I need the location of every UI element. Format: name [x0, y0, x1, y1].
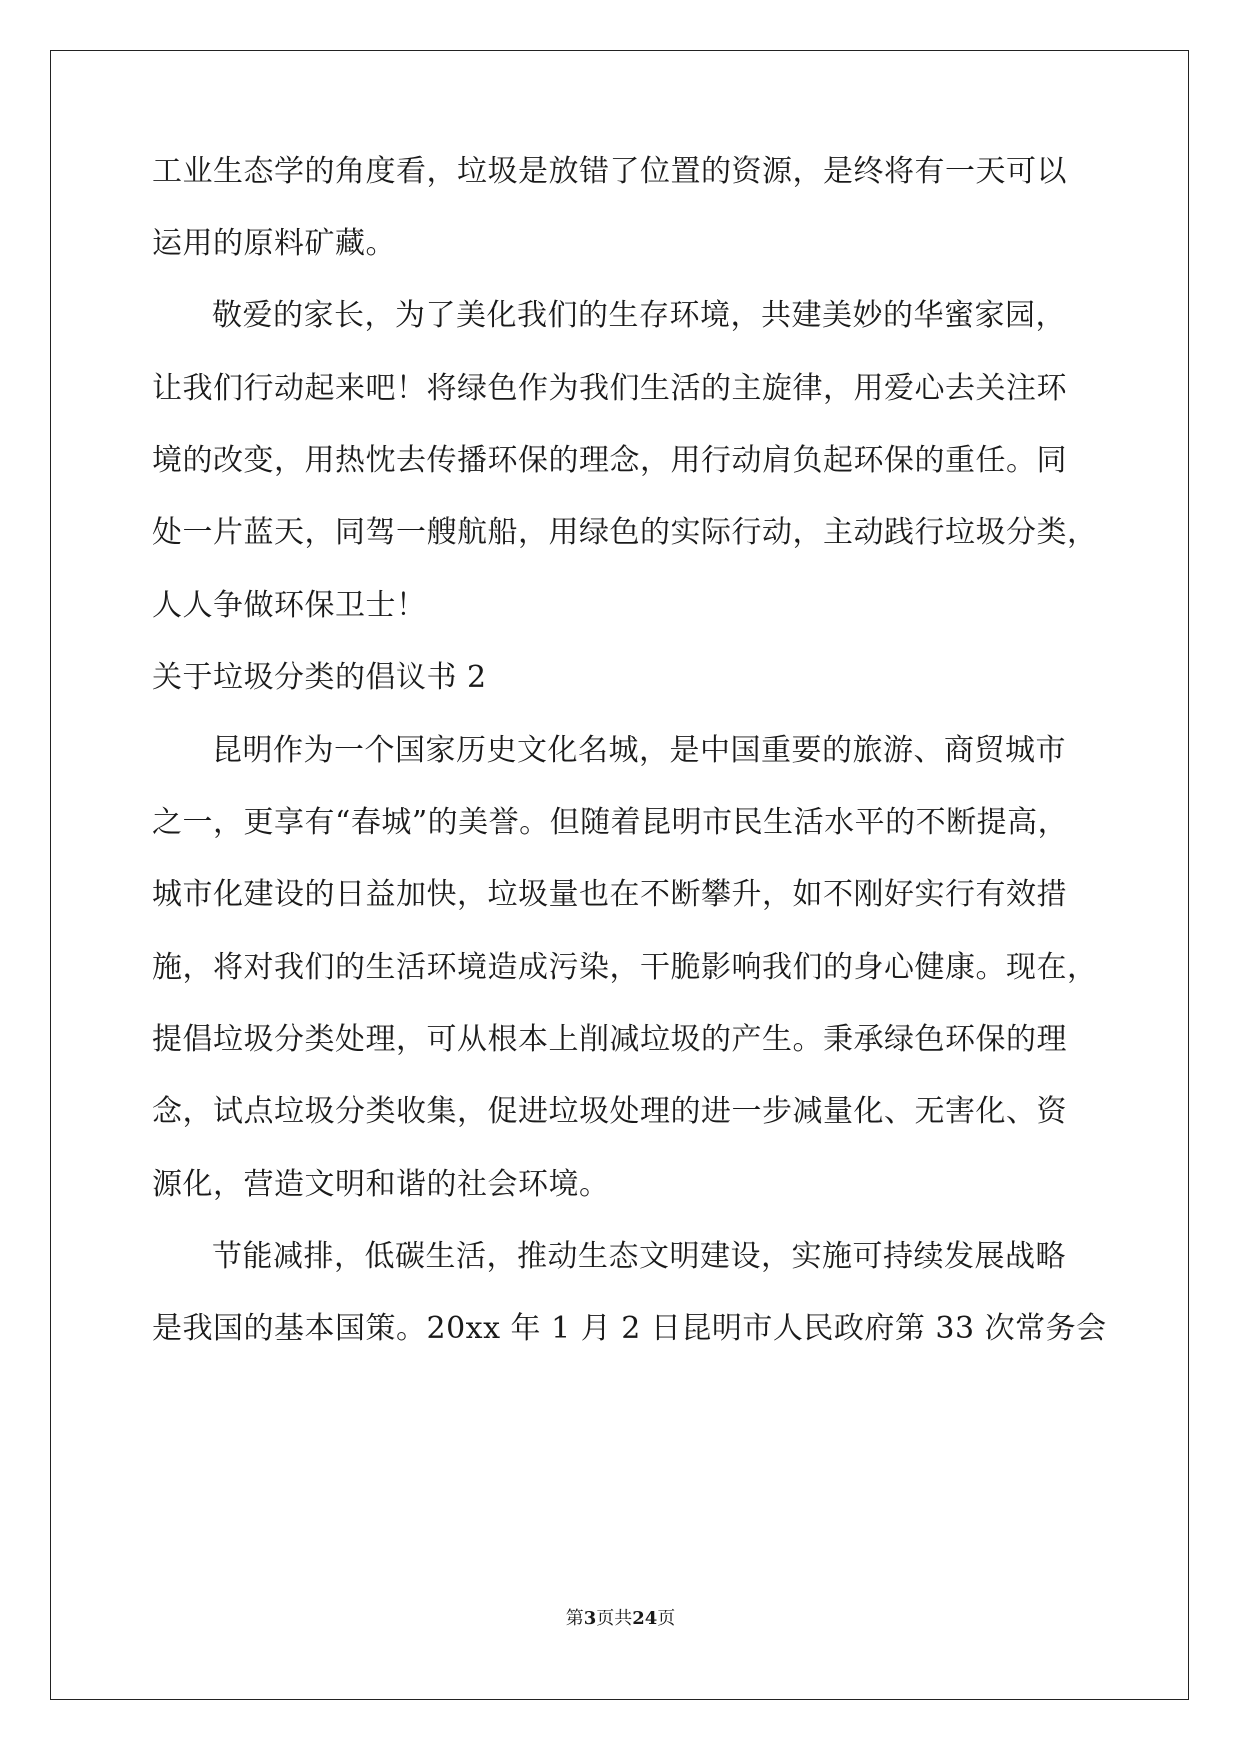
text-line: 是我国的基本国策。20xx 年 1 月 2 日昆明市人民政府第 33 次常务会 — [152, 1311, 1107, 1346]
current-page-number: 3 — [583, 1608, 597, 1629]
page-prefix: 第 — [565, 1608, 584, 1629]
page-suffix: 页 — [596, 1608, 615, 1629]
text-line: 工业生态学的角度看，垃圾是放错了位置的资源，是终将有一天可以 — [152, 154, 1067, 189]
paragraph-first-line: 昆明作为一个国家历史文化名城，是中国重要的旅游、商贸城市 — [212, 733, 1066, 768]
text-line: 运用的原料矿藏。 — [152, 226, 396, 261]
text-line: 施，将对我们的生活环境造成污染，干脆影响我们的身心健康。现在， — [152, 950, 1098, 985]
total-suffix: 页 — [657, 1608, 676, 1629]
text-line: 城市化建设的日益加快，垃圾量也在不断攀升，如不刚好实行有效措 — [152, 877, 1067, 912]
page-footer — [0, 1607, 1241, 1631]
text-line: 源化，营造文明和谐的社会环境。 — [152, 1167, 610, 1202]
section-heading: 关于垃圾分类的倡议书 2 — [152, 660, 487, 695]
text-line: 让我们行动起来吧！将绿色作为我们生活的主旋律，用爱心去关注环 — [152, 371, 1067, 406]
total-pages-number: 24 — [632, 1608, 658, 1629]
text-line: 之一，更享有“春城”的美誉。但随着昆明市民生活水平的不断提高， — [152, 805, 1069, 840]
paragraph-first-line: 敬爱的家长，为了美化我们的生存环境，共建美妙的华蜜家园， — [212, 298, 1066, 333]
text-line: 提倡垃圾分类处理，可从根本上削减垃圾的产生。秉承绿色环保的理 — [152, 1022, 1067, 1057]
text-line: 境的改变，用热忱去传播环保的理念，用行动肩负起环保的重任。同 — [152, 443, 1067, 478]
text-line: 念，试点垃圾分类收集，促进垃圾处理的进一步减量化、无害化、资 — [152, 1094, 1067, 1129]
paragraph-first-line: 节能减排，低碳生活，推动生态文明建设，实施可持续发展战略 — [212, 1239, 1066, 1274]
text-line: 人人争做环保卫士！ — [152, 588, 427, 623]
text-line: 处一片蓝天，同驾一艘航船，用绿色的实际行动，主动践行垃圾分类， — [152, 515, 1098, 550]
total-prefix: 共 — [614, 1608, 633, 1629]
